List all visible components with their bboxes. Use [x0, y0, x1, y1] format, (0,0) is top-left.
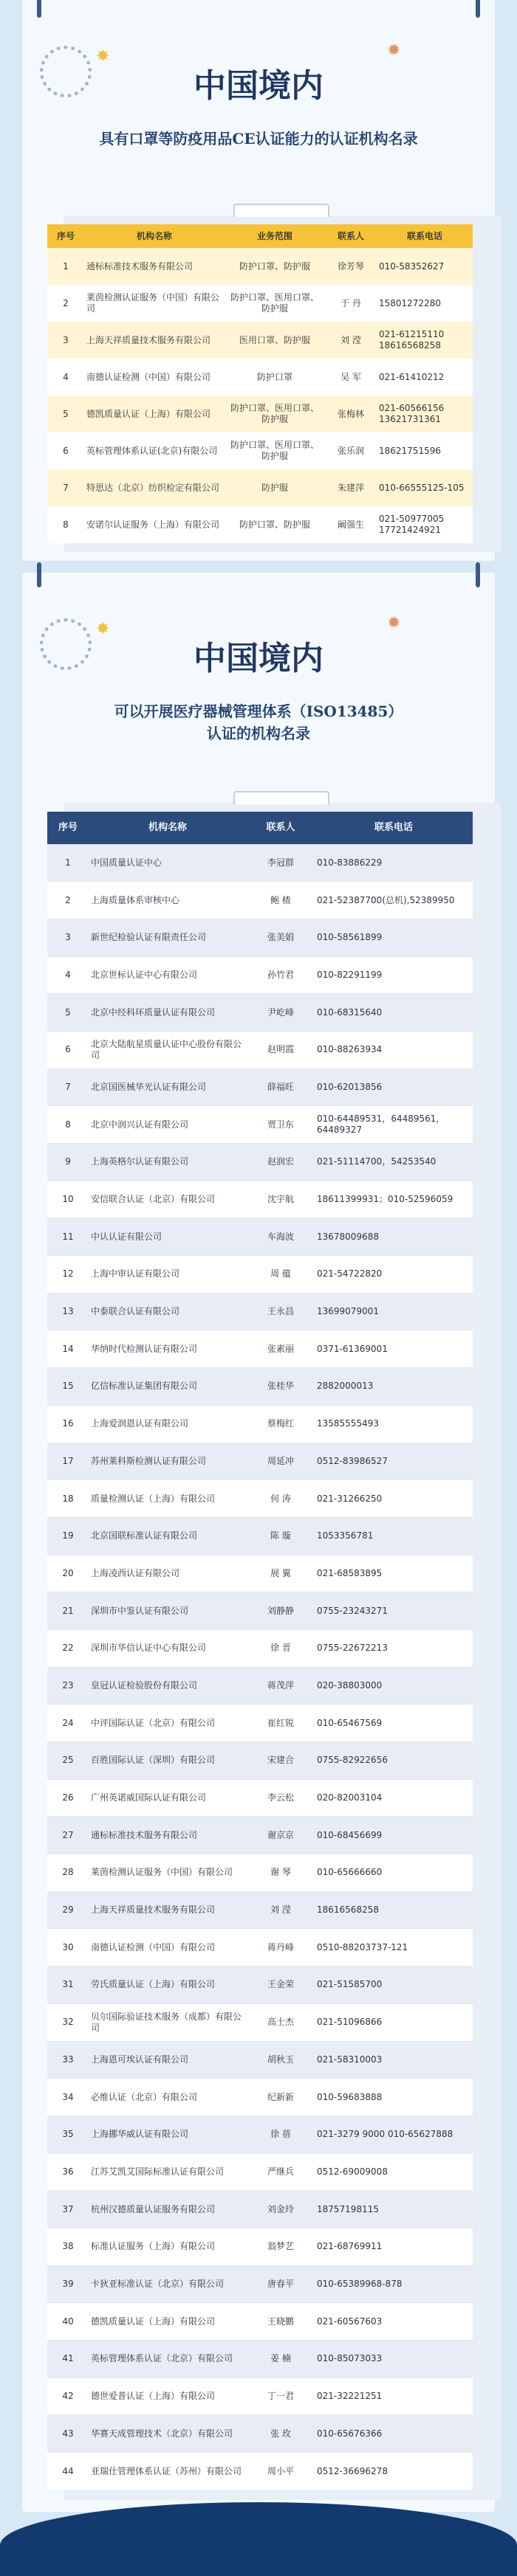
contact-phone: 021-61410212 [377, 359, 473, 396]
contact-phone: 021-3279 9000 010-65627888 [315, 2116, 473, 2153]
contact-phone: 010-65467569 [315, 1705, 473, 1742]
org-name: 中评国际认证（北京）有限公司 [89, 1705, 247, 1742]
org-name: 苏州莱科斯检测认证有限公司 [89, 1443, 247, 1480]
contact-person: 王金荣 [247, 1966, 315, 2004]
row-index: 41 [47, 2341, 89, 2378]
row-index: 29 [47, 1891, 89, 1929]
table-row [47, 1293, 473, 1330]
section1-subtitle: 具有口罩等防疫用品CE认证能力的认证机构名录 [99, 130, 418, 148]
contact-phone: 021-60567603 [315, 2303, 473, 2341]
table-row [47, 956, 473, 994]
table-row [47, 2191, 473, 2228]
org-name: 标准认证服务（上海）有限公司 [89, 2228, 247, 2265]
row-index: 4 [47, 956, 89, 994]
row-index: 23 [47, 1667, 89, 1705]
row-index: 5 [47, 994, 89, 1032]
table-row [47, 1106, 473, 1144]
contact-person: 谢 琴 [247, 1854, 315, 1892]
binder-ring-left-top [37, 0, 41, 18]
ce-certification-table [47, 224, 473, 543]
row-index: 39 [47, 2265, 89, 2303]
binder-ring-right-2 [476, 562, 480, 587]
contact-person: 蒋茂萍 [247, 1667, 315, 1705]
row-index: 10 [47, 1181, 89, 1218]
table-row [47, 2041, 473, 2079]
contact-phone: 010-59683888 [315, 2079, 473, 2116]
contact-phone: 010-58352627 [377, 248, 473, 285]
contact-person: 车海波 [247, 1218, 315, 1256]
contact-person: 周延冲 [247, 1443, 315, 1480]
contact-phone: 021-51096866 [315, 2003, 473, 2041]
org-name: 亿信标准认证集团有限公司 [89, 1368, 247, 1406]
contact-phone: 010-68456699 [315, 1817, 473, 1854]
contact-person: 张桂华 [247, 1368, 315, 1406]
contact-person: 徐芳琴 [325, 248, 377, 285]
contact-person: 刘金玲 [247, 2191, 315, 2228]
row-index: 3 [47, 322, 84, 359]
table-row [47, 2079, 473, 2116]
org-name: 上海恩可埃认证有限公司 [89, 2041, 247, 2079]
org-name: 安诺尔认证服务（上海）有限公司 [84, 506, 225, 543]
org-name: 上海中审认证有限公司 [89, 1256, 247, 1294]
org-name: 上海爱润恩认证有限公司 [89, 1405, 247, 1443]
table-row [47, 2303, 473, 2341]
org-name: 深圳市中鉴认证有限公司 [89, 1592, 247, 1630]
table-row [47, 2153, 473, 2191]
virus-icon-right-2: ✹ [387, 614, 401, 632]
iso13485-table [47, 812, 473, 2490]
table-row [47, 2003, 473, 2041]
row-index: 7 [47, 469, 84, 506]
table-row [47, 882, 473, 919]
section2-title: 中国境内 [194, 640, 323, 677]
row-index: 24 [47, 1705, 89, 1742]
bottom-wave [0, 2502, 517, 2576]
contact-phone: 021-32221251 [315, 2378, 473, 2415]
org-name: 莱茵检测认证服务（中国）有限公司 [89, 1854, 247, 1892]
row-index: 1 [47, 844, 89, 882]
contact-person: 姜 楠 [247, 2341, 315, 2378]
row-index: 30 [47, 1929, 89, 1966]
section1-title: 中国境内 [194, 67, 323, 105]
contact-person: 谢京京 [247, 1817, 315, 1854]
contact-phone: 13699079001 [315, 1293, 473, 1330]
contact-person: 刘 滢 [247, 1891, 315, 1929]
table-row [47, 2415, 473, 2453]
org-name: 南德认证检测（中国）有限公司 [84, 359, 225, 396]
table-row [47, 2265, 473, 2303]
contact-phone: 021-52387700(总机),52389950 [315, 882, 473, 919]
contact-person: 蒋丹峰 [247, 1929, 315, 1966]
row-index: 12 [47, 1256, 89, 1294]
contact-phone: 0755-23243271 [315, 1592, 473, 1630]
row-index: 35 [47, 2116, 89, 2153]
row-index: 3 [47, 919, 89, 956]
row-index: 33 [47, 2041, 89, 2079]
contact-phone: 021-68769911 [315, 2228, 473, 2265]
row-index: 25 [47, 1742, 89, 1780]
contact-person: 徐 晋 [247, 1629, 315, 1667]
row-index: 18 [47, 1480, 89, 1518]
contact-person: 吴 军 [325, 359, 377, 396]
contact-person: 何 涛 [247, 1480, 315, 1518]
contact-phone: 18757198115 [315, 2191, 473, 2228]
table-row [47, 844, 473, 882]
contact-person: 纪新新 [247, 2079, 315, 2116]
contact-person: 周 蕴 [247, 1256, 315, 1294]
col-header-contact-2: 联系人 [247, 812, 315, 844]
contact-person: 高士杰 [247, 2003, 315, 2041]
business-scope: 防护服 [225, 469, 325, 506]
contact-phone: 021-54722820 [315, 1256, 473, 1294]
table-row [47, 396, 473, 432]
contact-person: 展 翼 [247, 1555, 315, 1592]
table-row [47, 1854, 473, 1892]
row-index: 6 [47, 432, 84, 469]
row-index: 14 [47, 1330, 89, 1368]
table-row [47, 2116, 473, 2153]
table-row [47, 2378, 473, 2415]
virus-icon-right: ✹ [387, 41, 401, 60]
contact-person: 张素丽 [247, 1330, 315, 1368]
org-name: 华赛天成管理技术（北京）有限公司 [89, 2415, 247, 2453]
table-row [47, 1629, 473, 1667]
binder-ring-left-2 [37, 562, 41, 587]
contact-phone: 0512-69009008 [315, 2153, 473, 2191]
table-row [47, 1517, 473, 1555]
row-index: 28 [47, 1854, 89, 1892]
table-row [47, 359, 473, 396]
table-row [47, 2228, 473, 2265]
table-row [47, 506, 473, 543]
contact-person: 李云松 [247, 1779, 315, 1817]
org-name: 上海凌西认证有限公司 [89, 1555, 247, 1592]
table-row [47, 994, 473, 1032]
contact-person: 赵明霞 [247, 1031, 315, 1068]
contact-person: 薛福旺 [247, 1068, 315, 1106]
contact-person: 刘静静 [247, 1592, 315, 1630]
contact-phone: 0755-82922656 [315, 1742, 473, 1780]
contact-phone: 021-51114700，54253540 [315, 1144, 473, 1181]
table-row [47, 285, 473, 322]
col-header-org-2: 机构名称 [89, 812, 247, 844]
row-index: 17 [47, 1443, 89, 1480]
business-scope: 防护口罩、防护服 [225, 506, 325, 543]
org-name: 上海质量体系审核中心 [89, 882, 247, 919]
org-name: 深圳市华信认证中心有限公司 [89, 1629, 247, 1667]
contact-person: 周小平 [247, 2453, 315, 2490]
table-row [47, 2341, 473, 2378]
row-index: 2 [47, 285, 84, 322]
contact-phone: 010-64489531，64489561，64489327 [315, 1106, 473, 1144]
row-index: 11 [47, 1218, 89, 1256]
org-name: 北京中经科环质量认证有限公司 [89, 994, 247, 1032]
table-row [47, 322, 473, 359]
col-header-org: 机构名称 [84, 224, 225, 248]
org-name: 百胜国际认证（深圳）有限公司 [89, 1742, 247, 1780]
table-row [47, 1480, 473, 1518]
org-name: 华纳时代检测认证有限公司 [89, 1330, 247, 1368]
row-index: 16 [47, 1405, 89, 1443]
sparkle-icon: ✸ [96, 47, 110, 66]
business-scope: 防护口罩、医用口罩、防护服 [225, 285, 325, 322]
org-name: 新世纪检验认证有限责任公司 [89, 919, 247, 956]
contact-phone: 15801272280 [377, 285, 473, 322]
contact-person: 王晓鹏 [247, 2303, 315, 2341]
row-index: 5 [47, 396, 84, 432]
contact-phone: 010-65389968-878 [315, 2265, 473, 2303]
row-index: 40 [47, 2303, 89, 2341]
contact-phone: 18616568258 [315, 1891, 473, 1929]
section2-subtitle-line2: 认证的机构名录 [207, 725, 310, 742]
contact-phone: 020-82003104 [315, 1779, 473, 1817]
row-index: 9 [47, 1144, 89, 1181]
row-index: 42 [47, 2378, 89, 2415]
col-header-contact: 联系人 [325, 224, 377, 248]
table-row [47, 248, 473, 285]
org-name: 北京大陆航星质量认证中心股份有限公司 [89, 1031, 247, 1068]
contact-person: 胡秋玉 [247, 2041, 315, 2079]
table-row [47, 1368, 473, 1406]
contact-phone: 2882000013 [315, 1368, 473, 1406]
org-name: 通标标准技术服务有限公司 [84, 248, 225, 285]
contact-person: 翁梦艺 [247, 2228, 315, 2265]
contact-phone: 010-68315640 [315, 994, 473, 1032]
contact-phone: 13678009688 [315, 1218, 473, 1256]
contact-person: 孙竹君 [247, 956, 315, 994]
row-index: 7 [47, 1068, 89, 1106]
row-index: 27 [47, 1817, 89, 1854]
contact-phone: 010-65666660 [315, 1854, 473, 1892]
contact-phone: 0371-61369001 [315, 1330, 473, 1368]
table-row [47, 1405, 473, 1443]
org-name: 德世爱普认证（上海）有限公司 [89, 2378, 247, 2415]
contact-phone: 0512-83986527 [315, 1443, 473, 1480]
org-name: 广州英诺威国际认证有限公司 [89, 1779, 247, 1817]
contact-phone: 0755-22672213 [315, 1629, 473, 1667]
sparkle-icon-2: ✸ [96, 620, 110, 638]
contact-phone: 010-88263934 [315, 1031, 473, 1068]
table-row [47, 1667, 473, 1705]
contact-phone: 021-31266250 [315, 1480, 473, 1518]
table-row [47, 1779, 473, 1817]
table-row [47, 1705, 473, 1742]
row-index: 8 [47, 506, 84, 543]
contact-person: 贾卫东 [247, 1106, 315, 1144]
row-index: 19 [47, 1517, 89, 1555]
contact-person: 张乐润 [325, 432, 377, 469]
table-row [47, 1068, 473, 1106]
contact-person: 张梅林 [325, 396, 377, 432]
contact-phone: 18611399931；010-52596059 [315, 1181, 473, 1218]
table-row [47, 1443, 473, 1480]
contact-phone: 021-60566156 13621731361 [377, 396, 473, 432]
org-name: 皇冠认证检验股份有限公司 [89, 1667, 247, 1705]
contact-phone: 021-51585700 [315, 1966, 473, 2004]
org-name: 英标管理体系认证(北京)有限公司 [84, 432, 225, 469]
contact-phone: 0512-36696278 [315, 2453, 473, 2490]
contact-phone: 010-83886229 [315, 844, 473, 882]
org-name: 劳氏质量认证（上海）有限公司 [89, 1966, 247, 2004]
contact-person: 严继兵 [247, 2153, 315, 2191]
business-scope: 防护口罩 [225, 359, 325, 396]
table1-clip [233, 204, 329, 217]
contact-person: 沈宇航 [247, 1181, 315, 1218]
business-scope: 防护口罩、医用口罩、防护服 [225, 432, 325, 469]
org-name: 北京世标认证中心有限公司 [89, 956, 247, 994]
contact-phone: 010-66555125-105 [377, 469, 473, 506]
contact-phone: 13585555493 [315, 1405, 473, 1443]
row-index: 22 [47, 1629, 89, 1667]
contact-person: 徐 蓓 [247, 2116, 315, 2153]
org-name: 安信联合认证（北京）有限公司 [89, 1181, 247, 1218]
contact-phone: 020-38803000 [315, 1667, 473, 1705]
contact-phone: 1053356781 [315, 1517, 473, 1555]
row-index: 13 [47, 1293, 89, 1330]
row-index: 20 [47, 1555, 89, 1592]
row-index: 1 [47, 248, 84, 285]
contact-person: 刘 滢 [325, 322, 377, 359]
contact-person: 李冠群 [247, 844, 315, 882]
org-name: 德凯质量认证（上海）有限公司 [84, 396, 225, 432]
table-row [47, 1555, 473, 1592]
org-name: 中认认证有限公司 [89, 1218, 247, 1256]
contact-person: 蔡梅红 [247, 1405, 315, 1443]
table-row [47, 1742, 473, 1780]
contact-phone: 010-82291199 [315, 956, 473, 994]
table2-clip [233, 791, 329, 804]
org-name: 中泰联合认证有限公司 [89, 1293, 247, 1330]
row-index: 6 [47, 1031, 89, 1068]
col-header-index-2: 序号 [47, 812, 89, 844]
contact-person: 张 玫 [247, 2415, 315, 2453]
org-name: 上海挪华威认证有限公司 [89, 2116, 247, 2153]
section2-subtitle-line1: 可以开展医疗器械管理体系（ISO13485） [114, 702, 403, 720]
org-name: 贝尔国际验证技术服务（成都）有限公司 [89, 2003, 247, 2041]
row-index: 21 [47, 1592, 89, 1630]
contact-person: 朱建萍 [325, 469, 377, 506]
contact-phone: 021-68583895 [315, 1555, 473, 1592]
table-row [47, 1817, 473, 1854]
row-index: 26 [47, 1779, 89, 1817]
contact-person: 唐春平 [247, 2265, 315, 2303]
row-index: 34 [47, 2079, 89, 2116]
table-row [47, 1891, 473, 1929]
table-row [47, 2453, 473, 2490]
contact-phone: 010-85073033 [315, 2341, 473, 2378]
business-scope: 防护口罩、医用口罩、防护服 [225, 396, 325, 432]
row-index: 38 [47, 2228, 89, 2265]
contact-phone: 0510-88203737-121 [315, 1929, 473, 1966]
row-index: 36 [47, 2153, 89, 2191]
contact-person: 崔红锐 [247, 1705, 315, 1742]
contact-person: 陈 璇 [247, 1517, 315, 1555]
row-index: 37 [47, 2191, 89, 2228]
contact-person: 丁一君 [247, 2378, 315, 2415]
row-index: 44 [47, 2453, 89, 2490]
contact-person: 尹屹峰 [247, 994, 315, 1032]
org-name: 德凯质量认证（上海）有限公司 [89, 2303, 247, 2341]
table-row [47, 1592, 473, 1630]
table-row [47, 1256, 473, 1294]
table-row [47, 1218, 473, 1256]
table-row [47, 919, 473, 956]
table-row [47, 469, 473, 506]
row-index: 43 [47, 2415, 89, 2453]
table-row [47, 1144, 473, 1181]
org-name: 特思达（北京）纺织检定有限公司 [84, 469, 225, 506]
table-row [47, 1966, 473, 2004]
table-row [47, 1330, 473, 1368]
table-row [47, 1181, 473, 1218]
org-name: 通标标准技术服务有限公司 [89, 1817, 247, 1854]
table-row [47, 432, 473, 469]
row-index: 8 [47, 1106, 89, 1144]
org-name: 中国质量认证中心 [89, 844, 247, 882]
contact-phone: 021-58310003 [315, 2041, 473, 2079]
org-name: 杭州汉德质量认证服务有限公司 [89, 2191, 247, 2228]
row-index: 2 [47, 882, 89, 919]
contact-person: 宋建合 [247, 1742, 315, 1780]
org-name: 上海天祥质量技术服务有限公司 [89, 1891, 247, 1929]
contact-phone: 021-50977005 17721424921 [377, 506, 473, 543]
org-name: 必维认证（北京）有限公司 [89, 2079, 247, 2116]
row-index: 31 [47, 1966, 89, 2004]
org-name: 莱茵检测认证服务（中国）有限公司 [84, 285, 225, 322]
row-index: 32 [47, 2003, 89, 2041]
contact-person: 于 丹 [325, 285, 377, 322]
contact-phone: 010-62013856 [315, 1068, 473, 1106]
org-name: 北京中润兴认证有限公司 [89, 1106, 247, 1144]
business-scope: 医用口罩、防护服 [225, 322, 325, 359]
contact-phone: 18621751596 [377, 432, 473, 469]
org-name: 亚瑞仕管理体系认证（苏州）有限公司 [89, 2453, 247, 2490]
org-name: 南德认证检测（中国）有限公司 [89, 1929, 247, 1966]
col-header-phone-2: 联系电话 [315, 812, 473, 844]
org-name: 卡狄亚标准认证（北京）有限公司 [89, 2265, 247, 2303]
row-index: 4 [47, 359, 84, 396]
row-index: 15 [47, 1368, 89, 1406]
contact-person: 赵润宏 [247, 1144, 315, 1181]
contact-phone: 010-65676366 [315, 2415, 473, 2453]
binder-ring-right-top [476, 0, 480, 18]
table-row [47, 1929, 473, 1966]
table-row [47, 1031, 473, 1068]
org-name: 上海天祥质量技术服务有限公司 [84, 322, 225, 359]
contact-phone: 021-61215110 18616568258 [377, 322, 473, 359]
contact-person: 鲍 楂 [247, 882, 315, 919]
contact-person: 王永昌 [247, 1293, 315, 1330]
org-name: 质量检测认证（上海）有限公司 [89, 1480, 247, 1518]
org-name: 上海英格尔认证有限公司 [89, 1144, 247, 1181]
org-name: 英标管理体系认证（北京）有限公司 [89, 2341, 247, 2378]
business-scope: 防护口罩、防护服 [225, 248, 325, 285]
col-header-phone: 联系电话 [377, 224, 473, 248]
col-header-scope: 业务范围 [225, 224, 325, 248]
contact-person: 张美娟 [247, 919, 315, 956]
org-name: 江苏艾凯艾国际标准认证有限公司 [89, 2153, 247, 2191]
org-name: 北京国联标准认证有限公司 [89, 1517, 247, 1555]
contact-person: 阚强生 [325, 506, 377, 543]
org-name: 北京国医械华光认证有限公司 [89, 1068, 247, 1106]
contact-phone: 010-58561899 [315, 919, 473, 956]
col-header-index: 序号 [47, 224, 84, 248]
